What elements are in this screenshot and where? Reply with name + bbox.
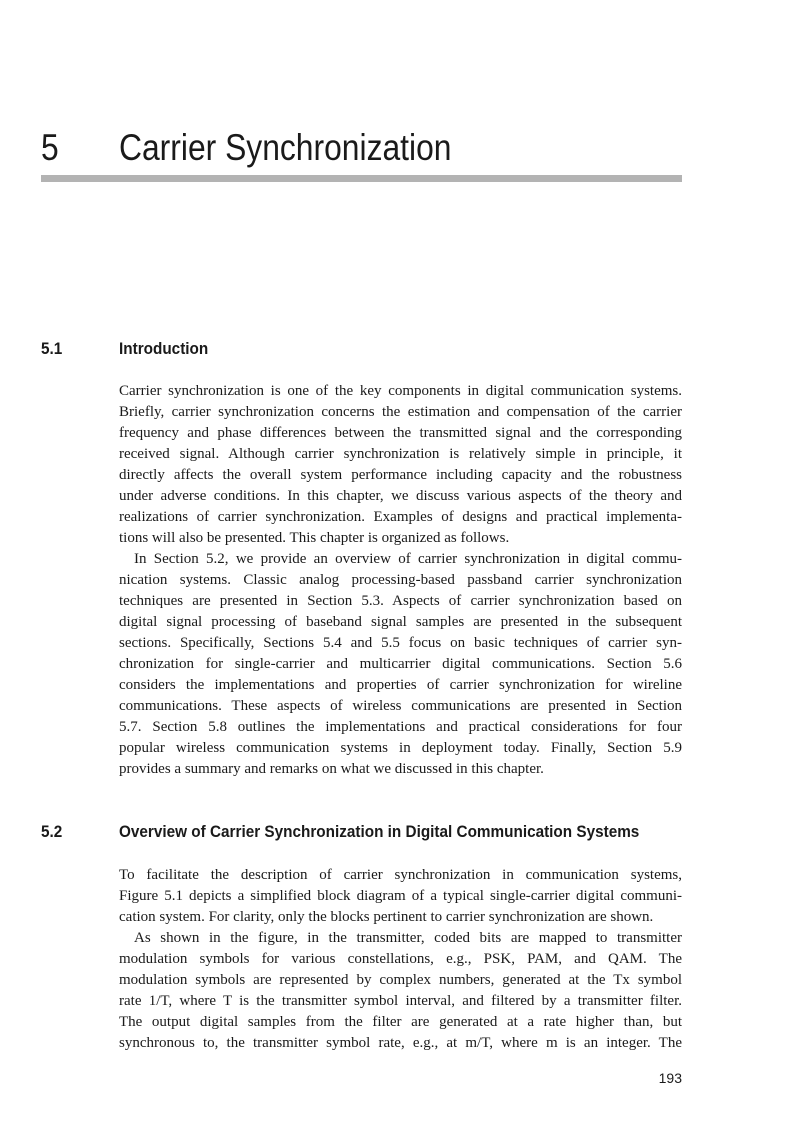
text-line: Carrier synchronization is one of the key components in digital communication systems. — [119, 383, 682, 399]
text-line: received signal. Although carrier synchronization is relatively simple in principle, it — [119, 446, 682, 462]
page-number: 193 — [658, 1070, 682, 1086]
text-line: In Section 5.2, we provide an overview of carrier synchronization in digital commu- — [134, 551, 682, 567]
text-line: tions will also be presented. This chapter is organized as follows. — [119, 530, 510, 546]
text-line: modulation symbols are represented by complex numbers, generated at the Tx symbol — [119, 972, 682, 988]
text-line: under adverse conditions. In this chapter, we discuss various aspects of the theory and — [119, 488, 682, 504]
text-line: realizations of carrier synchronization. Examples of designs and practical implementa- — [119, 509, 682, 525]
chapter-title-rule — [41, 175, 682, 182]
section-body-overview — [119, 865, 682, 1054]
text-line: To facilitate the description of carrier synchronization in communication systems, — [119, 867, 682, 883]
text-line: Briefly, carrier synchronization concerns the estimation and compensation of the carrier — [119, 404, 682, 420]
text-line: The output digital samples from the filter are generated at a rate higher than, but — [119, 1014, 682, 1030]
section-body-introduction — [119, 381, 682, 780]
section-number: 5.2 — [41, 822, 63, 841]
chapter-title: Carrier Synchronization — [119, 127, 452, 168]
text-line: 5.7. Section 5.8 outlines the implementations and practical considerations for four — [119, 719, 682, 735]
section-heading-overview: Overview of Carrier Synchronization in Digital Communication Systems — [119, 822, 640, 841]
text-line: frequency and phase differences between the transmitted signal and the corresponding — [119, 425, 682, 441]
text-line: synchronous to, the transmitter symbol rate, e.g., at m/T, where m is an integer. The — [119, 1035, 682, 1051]
text-line: chronization for single-carrier and multicarrier digital communications. Section 5.6 — [119, 656, 682, 672]
text-line: As shown in the figure, in the transmitter, coded bits are mapped to transmitter — [134, 930, 682, 946]
text-line: Figure 5.1 depicts a simplified block diagram of a typical single-carrier digital communi- — [119, 888, 682, 904]
chapter-number: 5 — [41, 127, 59, 168]
text-line: cation system. For clarity, only the blocks pertinent to carrier synchronization are shown. — [119, 909, 654, 925]
text-line: modulation symbols for various constellations, e.g., PSK, PAM, and QAM. The — [119, 951, 682, 967]
section-number: 5.1 — [41, 339, 63, 358]
text-line: digital signal processing of baseband signal samples are presented in the subsequent — [119, 614, 682, 630]
text-line: nication systems. Classic analog processing-based passband carrier synchronization — [119, 572, 682, 588]
text-line: provides a summary and remarks on what we discussed in this chapter. — [119, 761, 544, 777]
section-heading-introduction: Introduction — [119, 339, 209, 358]
text-line: popular wireless communication systems in deployment today. Finally, Section 5.9 — [119, 740, 682, 756]
text-line: sections. Specifically, Sections 5.4 and 5.5 focus on basic techniques of carrier syn- — [119, 635, 682, 651]
text-line: considers the implementations and properties of carrier synchronization for wireline — [119, 677, 682, 693]
text-line: communications. These aspects of wireless communications are presented in Section — [119, 698, 682, 714]
text-line: techniques are presented in Section 5.3. Aspects of carrier synchronization based on — [119, 593, 682, 609]
text-line: directly affects the overall system performance including capacity and the robustness — [119, 467, 682, 483]
text-line: rate 1/T, where T is the transmitter symbol interval, and filtered by a transmitter filter. — [119, 993, 682, 1009]
